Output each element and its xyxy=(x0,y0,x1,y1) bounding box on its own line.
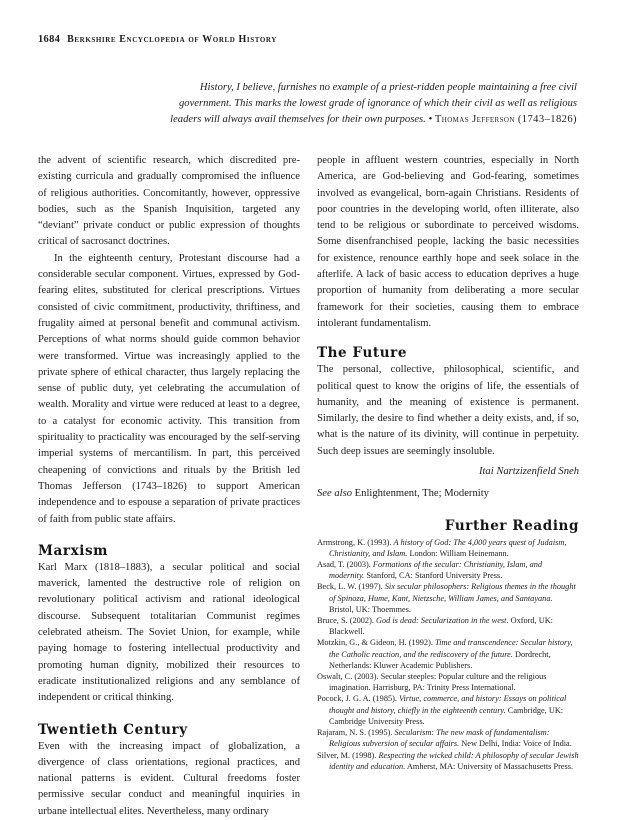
see-also-text: Enlightenment, The; Modernity xyxy=(354,488,489,500)
epigraph xyxy=(157,80,577,128)
reference-entry: Bruce, S. (2002). God is dead: Secularization in the west. Oxford, UK: Blackwell. xyxy=(317,616,553,637)
body-paragraph: The personal, collective, philosophical, scientific, and political quest to know the origins of life, the essentials of humanity, and the meaning of existence is permanent. Similarly, the desire to find whether a deity exists, and, if so, what is the nature of its divinity, will continue in perpetuity. Such deep issues are seemingly insoluble. xyxy=(317,364,579,457)
section-heading-twentieth-century: Twentieth Century xyxy=(38,721,188,738)
left-column xyxy=(38,153,300,820)
epigraph-quote: History, I believe, furnishes no example of a priest-ridden people maintaining a free civil government. This marks the lowest grade of ignorance of which their civil as well as religious leaders will always avail themselves for their own purposes. xyxy=(170,82,577,125)
section-heading-marxism: Marxism xyxy=(38,542,109,559)
body-paragraph: In the eighteenth century, Protestant discourse had a considerable secular component. Virtues, expressed by God-fearing elites, substituted for clerical prescriptions. Virtues consisted of civic commitment, productivity, thriftiness, and frugality aimed at personal benefit and communal activism. Perceptions of what norms should guide common behavior were transformed. Virtue was increasingly applied to the private sphere of ethical character, thus largely replacing the sense of public duty, yet celebrating the accumulation of wealth. Morality and virtue were reduced at least to a degree, to a catalyst for economic activity. This transition from spirituality to practicality was encouraged by the self-serving imperial systems of mercantilism. In part, this perceived cheapening of convictions and rituals by the British led Thomas Jefferson (1743–1826) to support American independence and to espouse a separation of private practices of faith from public state affairs. xyxy=(38,252,300,525)
section-heading-the-future: The Future xyxy=(317,345,408,362)
body-paragraph: people in affluent western countries, especially in North America, are God-believing and God-fearing, sometimes involved as evangelical, born-again Christians. Residents of poor countries in the developing world, often illiterate, also tend to be religious or subordinate to perceived wisdoms. Some disenfranchised people, lacking the basic necessities for existence, renounce earthly hope and seek solace in the afterlife. A lack of basic access to education deprives a huge proportion of humanity from deliberating a more secular framework for their societies, causing them to embrace intolerant fundamentalism. xyxy=(317,155,579,329)
reference-entry: Rajaram, N. S. (1995). Secularism: The new mask of fundamentalism: Religious subversion of secular affairs. New Delhi, India: Voice of India. xyxy=(317,728,572,749)
reference-entry: Armstrong, K. (1993). A history of God: The 4,000 years quest of Judaism, Christianity, and Islam. London: William Heinemann. xyxy=(317,537,567,558)
reference-entry: Beck, L. W. (1997). Six secular philosophers: Religious themes in the thought of Spinoza, Hume, Kant, Nietzsche, William James, and Santayana. Bristol, UK: Thoemmes. xyxy=(317,582,576,614)
reference-entry: Asad, T. (2003). Formations of the secular: Christianity, Islam, and modernity. Stanford, CA: Stanford University Press. xyxy=(317,560,543,581)
see-also-label: See also xyxy=(317,488,353,500)
reference-entry: Pocock, J. G. A. (1985). Virtue, commerce, and history: Essays on political thought and history, chiefly in the eighteenth century. Cambridge, UK: Cambridge University Press. xyxy=(317,694,567,726)
section-heading-further-reading: Further Reading xyxy=(444,517,579,534)
author-byline: Itai Nartzizenfield Sneh xyxy=(478,466,579,478)
page-number: 1684 xyxy=(38,34,61,45)
epigraph-bullet: • xyxy=(428,114,433,125)
reference-entry: Oswalt, C. (2003). Secular steeples: Popular culture and the religious imagination. Harrisburg, PA: Trinity Press International. xyxy=(317,672,547,693)
running-header xyxy=(38,34,583,45)
see-also xyxy=(317,486,579,502)
right-column xyxy=(317,153,579,772)
body-paragraph: the advent of scientific research, which discredited pre-existing curricula and gradually compromised the influence of religious authorities. Concomitantly, however, oppressive bodies, such as the Spanish Inquisition, targeted any “deviant” private conduct or public expression of thoughts critical of sacrosanct doctrines. xyxy=(38,155,300,248)
epigraph-attribution: Thomas Jefferson (1743–1826) xyxy=(434,114,577,125)
references-list xyxy=(317,537,579,772)
body-paragraph: Karl Marx (1818–1883), a secular political and social maverick, lamented the destructive role of religion on revolutionary political activism and rational ideological discourse. Subsequent totalitarian Communist regimes celebrated atheism. The Soviet Union, for example, while paying homage to fostering intellectual productivity and promoting human dignity, mobilized their resources to eradicate institutionalized religions and any semblance of independent or critical thinking. xyxy=(38,561,300,704)
reference-entry: Motzkin, G., & Gideon, H. (1992). Time and transcendence: Secular history, the Catholic reaction, and the rediscovery of the future. Dordrecht, Netherlands: Kluwer Academic Publishers. xyxy=(317,638,573,670)
body-paragraph: Even with the increasing impact of globalization, a divergence of class orientations, regional practices, and national patterns is evident. Cultural freedoms foster permissive secular conduct and meaningful inquiries in urbane intellectual elites. Nevertheless, many ordinary xyxy=(38,740,300,817)
reference-entry: Silver, M. (1998). Respecting the wicked child: A philosophy of secular Jewish identity and education. Amherst, MA: University of Massachusetts Press. xyxy=(317,750,579,771)
book-title: Berkshire Encyclopedia of World History xyxy=(67,34,277,45)
